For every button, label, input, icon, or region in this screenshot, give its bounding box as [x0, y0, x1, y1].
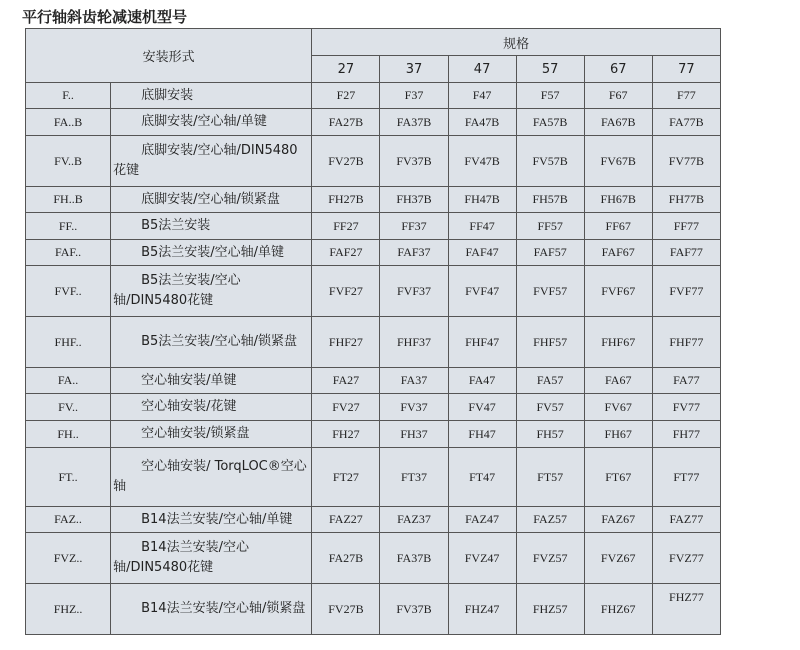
model-cell: FV77B: [652, 136, 720, 187]
mount-code: FHF..: [26, 317, 111, 368]
model-cell: FA37B: [380, 533, 448, 584]
table-row: [26, 368, 721, 394]
size-header: 27: [312, 56, 380, 83]
model-cell: FH77B: [652, 187, 720, 213]
table-row: [26, 584, 721, 635]
model-cell: FVZ77: [652, 533, 720, 584]
model-cell: FA27: [312, 368, 380, 394]
size-header: 77: [652, 56, 720, 83]
model-cell: FT67: [584, 448, 652, 507]
model-cell: FV37B: [380, 136, 448, 187]
model-cell: FAZ67: [584, 507, 652, 533]
model-cell: FA27B: [312, 533, 380, 584]
mount-code: FHZ..: [26, 584, 111, 635]
mount-description: [111, 394, 312, 421]
desc-text: B5法兰安装/空心轴/单键: [141, 244, 285, 260]
model-cell: FAF27: [312, 240, 380, 266]
table-row: [26, 136, 721, 187]
mount-code: F..: [26, 83, 111, 109]
model-cell: FV37: [380, 394, 448, 421]
model-cell: FV57: [516, 394, 584, 421]
desc-text: 底脚安装/空心轴/锁紧盘: [141, 191, 280, 207]
size-header: 67: [584, 56, 652, 83]
model-cell: FT47: [448, 448, 516, 507]
desc-text: 空心轴安装/花键: [141, 399, 237, 414]
model-cell: FV67: [584, 394, 652, 421]
model-cell: FA57B: [516, 109, 584, 136]
mount-description: [111, 533, 312, 584]
model-cell: FA37B: [380, 109, 448, 136]
spec-header: 规格: [312, 29, 721, 56]
table-row: [26, 187, 721, 213]
mount-description: [111, 240, 312, 266]
model-cell: FH47: [448, 421, 516, 448]
model-cell: FVZ47: [448, 533, 516, 584]
model-cell: FAF37: [380, 240, 448, 266]
desc-text: 空心轴安装/锁紧盘: [141, 426, 250, 441]
size-header: 37: [380, 56, 448, 83]
model-cell: FAZ57: [516, 507, 584, 533]
model-cell: FA27B: [312, 109, 380, 136]
model-cell: FHZ47: [448, 584, 516, 635]
model-cell: FA47B: [448, 109, 516, 136]
desc-text: B14法兰安装/空心轴/单键: [141, 511, 293, 527]
model-cell: FV47B: [448, 136, 516, 187]
model-cell: FH27B: [312, 187, 380, 213]
model-cell: FV27B: [312, 136, 380, 187]
mount-description: [111, 266, 312, 317]
model-cell: F27: [312, 83, 380, 109]
model-cell: FH47B: [448, 187, 516, 213]
size-header: 47: [448, 56, 516, 83]
model-cell: FA77B: [652, 109, 720, 136]
model-cell: FA67B: [584, 109, 652, 136]
model-cell: FT57: [516, 448, 584, 507]
model-cell: FVF57: [516, 266, 584, 317]
model-cell: FAF67: [584, 240, 652, 266]
model-cell: F77: [652, 83, 720, 109]
model-cell: FF47: [448, 213, 516, 240]
model-cell: FV47: [448, 394, 516, 421]
model-cell: FV37B: [380, 584, 448, 635]
model-cell: FHF67: [584, 317, 652, 368]
model-cell: FH57B: [516, 187, 584, 213]
model-cell: FVZ67: [584, 533, 652, 584]
mount-code: FT..: [26, 448, 111, 507]
model-cell: FA47: [448, 368, 516, 394]
model-cell: FF37: [380, 213, 448, 240]
desc-text: B14法兰安装/空心轴/DIN5480花键: [113, 540, 249, 575]
model-cell: FAZ37: [380, 507, 448, 533]
model-cell: FVF37: [380, 266, 448, 317]
size-header: 57: [516, 56, 584, 83]
model-cell: FAZ27: [312, 507, 380, 533]
desc-text: B5法兰安装/空心轴/DIN5480花键: [113, 273, 241, 308]
mount-description: [111, 317, 312, 368]
model-cell: FAZ77: [652, 507, 720, 533]
table-row: [26, 394, 721, 421]
mount-code: FV..B: [26, 136, 111, 187]
mount-code: FA..: [26, 368, 111, 394]
model-cell: FT27: [312, 448, 380, 507]
model-cell: FA67: [584, 368, 652, 394]
mount-description: [111, 584, 312, 635]
mount-description: [111, 213, 312, 240]
model-cell: FV27B: [312, 584, 380, 635]
model-cell: FH27: [312, 421, 380, 448]
model-cell: FF27: [312, 213, 380, 240]
mount-type-header: 安装形式: [26, 29, 312, 83]
table-row: [26, 533, 721, 584]
mount-description: [111, 136, 312, 187]
model-cell: FHF47: [448, 317, 516, 368]
model-cell: FH37: [380, 421, 448, 448]
model-cell: FH67: [584, 421, 652, 448]
model-cell: F57: [516, 83, 584, 109]
table-row: [26, 240, 721, 266]
mount-code: FH..B: [26, 187, 111, 213]
model-cell: FHF77: [652, 317, 720, 368]
model-cell: FV67B: [584, 136, 652, 187]
desc-text: 空心轴安装/单键: [141, 372, 237, 388]
model-cell: FV77: [652, 394, 720, 421]
model-cell: FAZ47: [448, 507, 516, 533]
mount-description: [111, 507, 312, 533]
desc-text: B5法兰安装: [141, 218, 211, 233]
model-cell: FHF27: [312, 317, 380, 368]
model-cell: FA37: [380, 368, 448, 394]
mount-description: [111, 187, 312, 213]
model-cell: FAF47: [448, 240, 516, 266]
mount-description: [111, 448, 312, 507]
table-row: [26, 448, 721, 507]
mount-code: FVF..: [26, 266, 111, 317]
table-row: [26, 109, 721, 136]
table-row: [26, 317, 721, 368]
model-cell: FT77: [652, 448, 720, 507]
mount-description: [111, 368, 312, 394]
model-cell: F47: [448, 83, 516, 109]
mount-code: FV..: [26, 394, 111, 421]
model-cell: FF67: [584, 213, 652, 240]
desc-text: 底脚安装: [141, 87, 194, 103]
page-title: 平行轴斜齿轮减速机型号: [22, 8, 188, 26]
mount-code: FF..: [26, 213, 111, 240]
model-cell: FF57: [516, 213, 584, 240]
model-cell: FHZ57: [516, 584, 584, 635]
model-table: [25, 28, 721, 635]
mount-description: [111, 421, 312, 448]
model-cell: FHZ67: [584, 584, 652, 635]
mount-code: FAF..: [26, 240, 111, 266]
table-row: [26, 507, 721, 533]
model-cell: FA57: [516, 368, 584, 394]
model-cell: F67: [584, 83, 652, 109]
model-cell: FVZ57: [516, 533, 584, 584]
desc-text: B5法兰安装/空心轴/锁紧盘: [141, 334, 298, 349]
mount-description: [111, 109, 312, 136]
mount-code: FA..B: [26, 109, 111, 136]
model-cell: FH57: [516, 421, 584, 448]
model-cell: FH67B: [584, 187, 652, 213]
model-cell: FHZ77: [652, 584, 720, 635]
table-row: [26, 213, 721, 240]
model-cell: F37: [380, 83, 448, 109]
model-cell: FVF47: [448, 266, 516, 317]
model-cell: FHF37: [380, 317, 448, 368]
model-cell: FH37B: [380, 187, 448, 213]
model-cell: FVF27: [312, 266, 380, 317]
model-cell: FT37: [380, 448, 448, 507]
model-cell: FV27: [312, 394, 380, 421]
desc-text: 底脚安装/空心轴/单键: [141, 114, 267, 129]
model-cell: FA77: [652, 368, 720, 394]
mount-code: FH..: [26, 421, 111, 448]
table-row: [26, 266, 721, 317]
table-row: [26, 83, 721, 109]
model-cell: FVF67: [584, 266, 652, 317]
model-cell: FAF77: [652, 240, 720, 266]
desc-text: 底脚安装/空心轴/DIN5480花键: [113, 143, 298, 178]
desc-text: B14法兰安装/空心轴/锁紧盘: [141, 601, 306, 616]
model-cell: FF77: [652, 213, 720, 240]
mount-code: FVZ..: [26, 533, 111, 584]
model-cell: FHF57: [516, 317, 584, 368]
table-row: [26, 421, 721, 448]
model-cell: FV57B: [516, 136, 584, 187]
desc-text: 空心轴安装/ TorqLOC®空心轴: [113, 459, 307, 494]
mount-description: [111, 83, 312, 109]
mount-code: FAZ..: [26, 507, 111, 533]
model-cell: FVF77: [652, 266, 720, 317]
model-cell: FH77: [652, 421, 720, 448]
model-cell: FAF57: [516, 240, 584, 266]
